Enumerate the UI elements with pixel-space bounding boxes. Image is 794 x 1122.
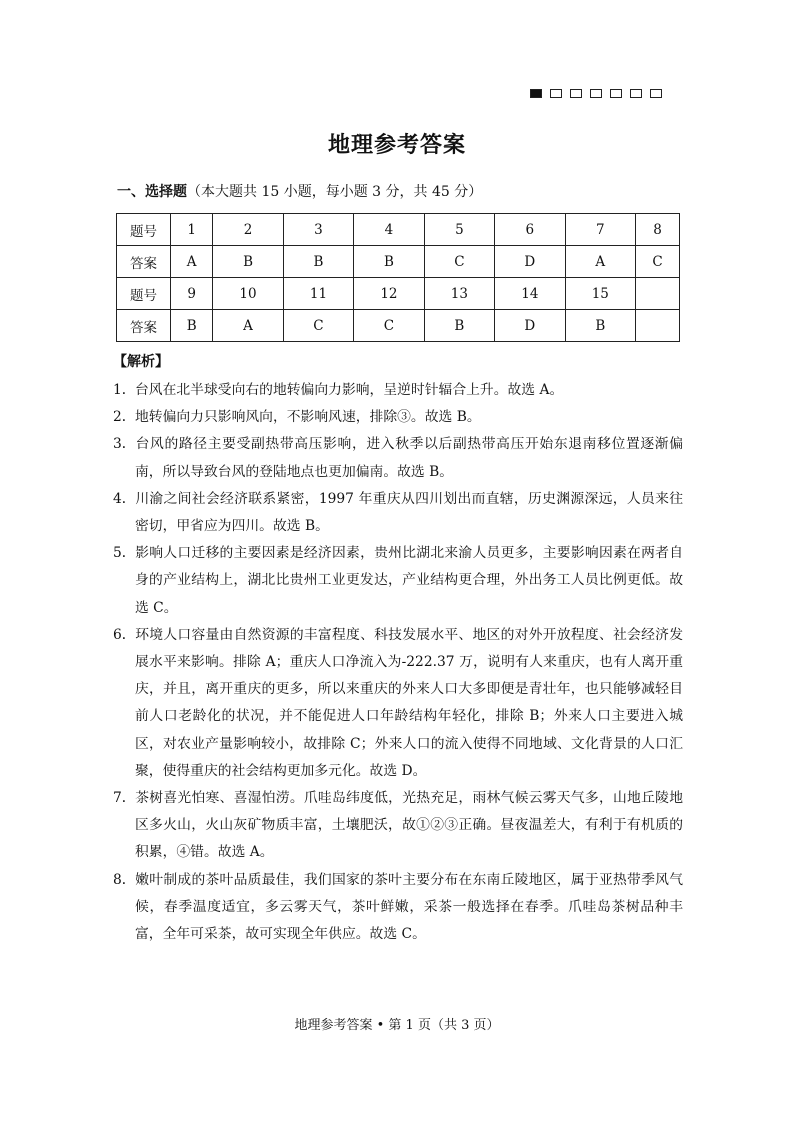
- item-number: 4．: [113, 490, 136, 507]
- table-row-label: 答案: [117, 246, 171, 278]
- item-text: 嫩叶制成的茶叶品质最佳，我们国家的茶叶主要分布在东南丘陵地区，属于亚热带季风气候，春季温度适宜，多云雾天气，茶叶鲜嫩，采茶一般选择在春季。爪哇岛茶树品种丰富，全年可采茶，故可实现全年供应。故选 C。: [135, 871, 683, 943]
- analysis-item: [113, 486, 683, 540]
- table-cell: C: [424, 246, 494, 278]
- table-cell: A: [213, 310, 283, 342]
- table-row: [117, 278, 680, 310]
- table-row: [117, 310, 680, 342]
- analysis-item: [113, 785, 683, 867]
- table-cell: 7: [565, 214, 635, 246]
- page-footer: 地理参考答案 • 第 1 页（共 3 页）: [294, 1018, 500, 1033]
- item-text: 台风的路径主要受副热带高压影响，进入秋季以后副热带高压开始东退南移位置逐渐偏南，所以导致台风的登陆地点也更加偏南。故选 B。: [135, 436, 683, 480]
- section-note: （本大题共 15 小题，每小题 3 分，共 45 分）: [187, 184, 483, 200]
- table-cell: C: [354, 310, 424, 342]
- table-cell: B: [354, 246, 424, 278]
- page-title: 地理参考答案: [327, 132, 466, 158]
- page-square: [550, 89, 562, 98]
- page-square: [590, 89, 602, 98]
- table-row: [117, 246, 680, 278]
- table-cell: 4: [354, 214, 424, 246]
- table-cell: 9: [171, 278, 213, 310]
- table-cell: 6: [495, 214, 565, 246]
- item-number: 1．: [113, 382, 136, 398]
- table-cell: D: [495, 310, 565, 342]
- item-text: 地转偏向力只影响风向，不影响风速，排除③。故选 B。: [135, 409, 481, 426]
- analysis-list: [113, 377, 683, 948]
- table-cell: 11: [283, 278, 353, 310]
- analysis-item: [113, 431, 683, 485]
- table-cell: B: [171, 310, 213, 342]
- table-row-label: 题号: [117, 278, 171, 310]
- table-cell: 15: [565, 278, 635, 310]
- table-cell: 1: [171, 214, 213, 246]
- item-text: 台风在北半球受向右的地转偏向力影响，呈逆时针辐合上升。故选 A。: [135, 382, 564, 398]
- page-indicator: [530, 89, 662, 98]
- item-number: 6．: [113, 626, 136, 643]
- table-cell: 8: [636, 214, 680, 246]
- page-square-current: [530, 89, 542, 98]
- table-cell: A: [171, 246, 213, 278]
- item-text: 影响人口迁移的主要因素是经济因素，贵州比湖北来渝人员更多，主要影响因素在两者自身的产业结构上，湖北比贵州工业更发达，产业结构更合理，外出务工人员比例更低。故选 C。: [135, 545, 683, 616]
- item-number: 7．: [113, 790, 136, 807]
- table-cell: [636, 278, 680, 310]
- item-text: 茶树喜光怕寒、喜湿怕涝。爪哇岛纬度低，光热充足，雨林气候云雾天气多，山地丘陵地区多火山，火山灰矿物质丰富，土壤肥沃，故①②③正确。昼夜温差大，有利于有机质的积累，④错。故选 A。: [135, 790, 683, 861]
- page-square: [570, 89, 582, 98]
- table-row: [117, 214, 680, 246]
- analysis-item: [113, 377, 683, 404]
- section-label: 一、选择题: [117, 184, 187, 200]
- table-cell: 10: [213, 278, 283, 310]
- item-number: 5．: [113, 545, 136, 562]
- table-cell: 13: [424, 278, 494, 310]
- table-cell: [636, 310, 680, 342]
- analysis-item: [113, 867, 683, 949]
- section-heading: [117, 181, 482, 201]
- item-text: 川渝之间社会经济联系紧密，1997 年重庆从四川划出而直辖，历史渊源深远，人员来往密切，甲省应为四川。故选 B。: [135, 490, 683, 535]
- table-cell: 3: [283, 214, 353, 246]
- table-row-label: 题号: [117, 214, 171, 246]
- page-square: [610, 89, 622, 98]
- item-text: 环境人口容量由自然资源的丰富程度、科技发展水平、地区的对外开放程度、社会经济发展水平来影响。排除 A；重庆人口净流入为-222.37 万，说明有人来重庆，也有人离开重庆，并且，离开重庆的更多，所以来重庆的外来人口大多即便是青壮年，也只能够减轻目前人口老龄化的状况，并不能促进人口年龄结构年轻化，排除 B；外来人口主要进入城区，对农业产量影响较小，故排除 C；外来人口的流入使得不同地域、文化背景的人口汇聚，使得重庆的社会结构更加多元化。故选 D。: [135, 626, 683, 779]
- table-cell: B: [213, 246, 283, 278]
- table-cell: B: [424, 310, 494, 342]
- table-cell: 14: [495, 278, 565, 310]
- table-cell: D: [495, 246, 565, 278]
- analysis-item: [113, 540, 683, 622]
- table-cell: 5: [424, 214, 494, 246]
- page-square: [630, 89, 642, 98]
- table-cell: C: [636, 246, 680, 278]
- table-cell: A: [565, 246, 635, 278]
- item-number: 2．: [113, 409, 136, 426]
- item-number: 3．: [113, 436, 136, 453]
- table-cell: B: [283, 246, 353, 278]
- item-number: 8．: [113, 871, 136, 888]
- analysis-item: [113, 622, 683, 785]
- table-cell: C: [283, 310, 353, 342]
- analysis-item: [113, 404, 683, 431]
- table-cell: 12: [354, 278, 424, 310]
- table-row-label: 答案: [117, 310, 171, 342]
- page-square: [650, 89, 662, 98]
- answer-table: [116, 213, 680, 342]
- table-cell: 2: [213, 214, 283, 246]
- analysis-heading: 【解析】: [113, 354, 169, 370]
- table-cell: B: [565, 310, 635, 342]
